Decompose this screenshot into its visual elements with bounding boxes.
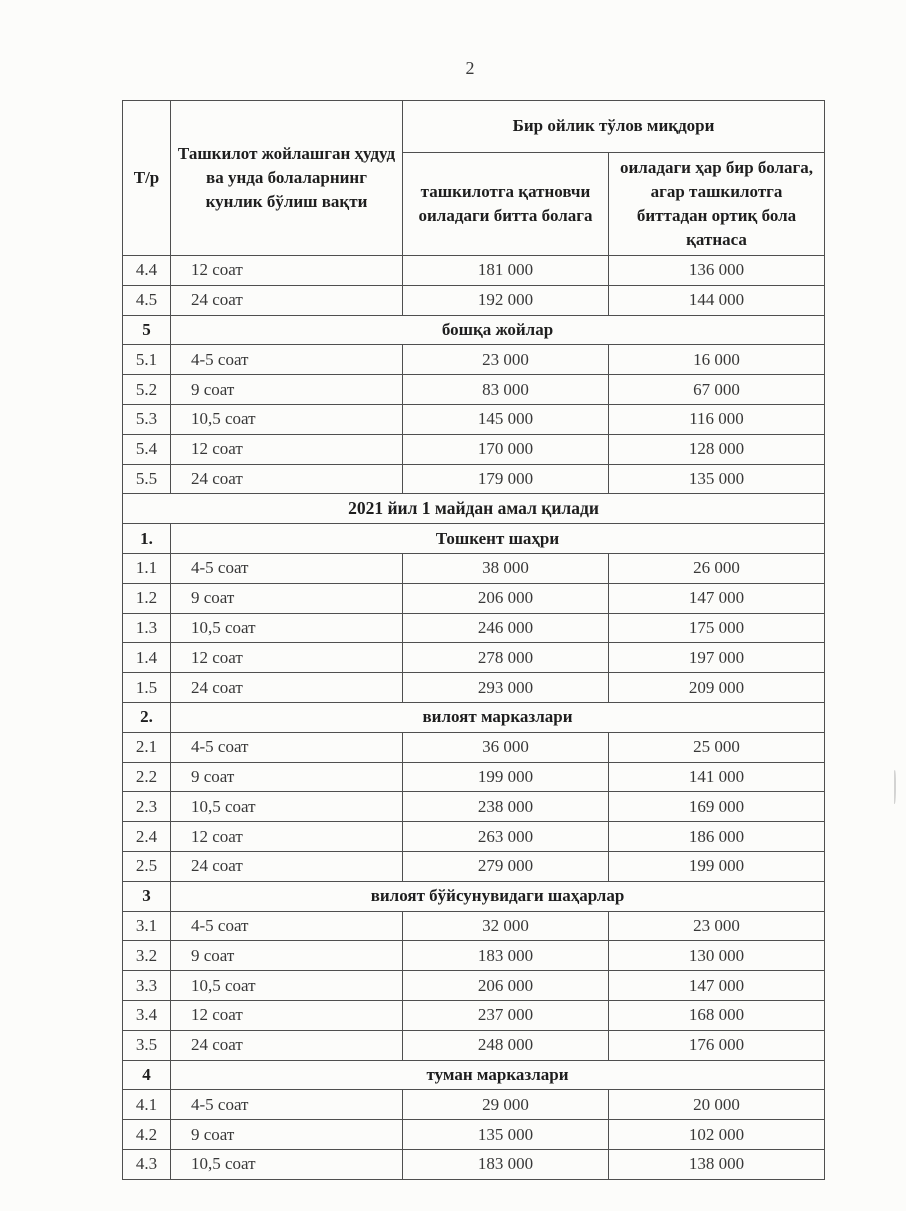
row-number-cell: 5.3 <box>123 404 171 434</box>
payment-multi-cell: 197 000 <box>609 643 825 673</box>
duration-cell: 12 соат <box>171 434 403 464</box>
payment-multi-cell: 176 000 <box>609 1030 825 1060</box>
row-number-cell: 4.1 <box>123 1090 171 1120</box>
row-number-cell: 5.2 <box>123 375 171 405</box>
row-number-cell: 5.1 <box>123 345 171 375</box>
section-label-cell: вилоят марказлари <box>171 702 825 732</box>
header-col-number: Т/р <box>123 101 171 256</box>
section-label-cell: Тошкент шаҳри <box>171 524 825 554</box>
duration-cell: 24 соат <box>171 464 403 494</box>
payment-single-cell: 170 000 <box>403 434 609 464</box>
duration-cell: 10,5 соат <box>171 613 403 643</box>
duration-cell: 24 соат <box>171 285 403 315</box>
duration-cell: 12 соат <box>171 822 403 852</box>
payment-multi-cell: 175 000 <box>609 613 825 643</box>
section-row <box>123 524 825 554</box>
payment-single-cell: 192 000 <box>403 285 609 315</box>
effective-date-cell: 2021 йил 1 майдан амал қилади <box>123 494 825 524</box>
table-row <box>123 583 825 613</box>
duration-cell: 4-5 соат <box>171 1090 403 1120</box>
section-number-cell: 3 <box>123 881 171 911</box>
duration-cell: 24 соат <box>171 673 403 703</box>
scan-artifact <box>893 770 896 804</box>
payment-multi-cell: 186 000 <box>609 822 825 852</box>
table-row <box>123 256 825 286</box>
header-payment-group: Бир ойлик тўлов миқдори <box>403 101 825 153</box>
row-number-cell: 1.4 <box>123 643 171 673</box>
tariff-table <box>122 100 825 1180</box>
duration-cell: 9 соат <box>171 583 403 613</box>
table-row <box>123 732 825 762</box>
table-row <box>123 971 825 1001</box>
duration-cell: 10,5 соат <box>171 404 403 434</box>
payment-single-cell: 278 000 <box>403 643 609 673</box>
payment-multi-cell: 147 000 <box>609 583 825 613</box>
duration-cell: 10,5 соат <box>171 1149 403 1179</box>
row-number-cell: 1.3 <box>123 613 171 643</box>
payment-multi-cell: 116 000 <box>609 404 825 434</box>
table-header <box>123 101 825 256</box>
payment-multi-cell: 130 000 <box>609 941 825 971</box>
payment-multi-cell: 169 000 <box>609 792 825 822</box>
table-row <box>123 911 825 941</box>
duration-cell: 12 соат <box>171 256 403 286</box>
duration-cell: 4-5 соат <box>171 911 403 941</box>
row-number-cell: 2.1 <box>123 732 171 762</box>
payment-multi-cell: 147 000 <box>609 971 825 1001</box>
section-label-cell: вилоят бўйсунувидаги шаҳарлар <box>171 881 825 911</box>
payment-multi-cell: 25 000 <box>609 732 825 762</box>
payment-multi-cell: 23 000 <box>609 911 825 941</box>
duration-cell: 4-5 соат <box>171 345 403 375</box>
payment-single-cell: 32 000 <box>403 911 609 941</box>
payment-single-cell: 145 000 <box>403 404 609 434</box>
row-number-cell: 1.1 <box>123 553 171 583</box>
section-number-cell: 4 <box>123 1060 171 1090</box>
duration-cell: 12 соат <box>171 1000 403 1030</box>
payment-single-cell: 179 000 <box>403 464 609 494</box>
row-number-cell: 3.2 <box>123 941 171 971</box>
section-number-cell: 2. <box>123 702 171 732</box>
payment-multi-cell: 135 000 <box>609 464 825 494</box>
section-number-cell: 5 <box>123 315 171 345</box>
payment-multi-cell: 26 000 <box>609 553 825 583</box>
payment-single-cell: 199 000 <box>403 762 609 792</box>
table-row <box>123 643 825 673</box>
payment-single-cell: 183 000 <box>403 1149 609 1179</box>
duration-cell: 9 соат <box>171 375 403 405</box>
table-row <box>123 792 825 822</box>
payment-single-cell: 38 000 <box>403 553 609 583</box>
table-row <box>123 1120 825 1150</box>
table-row <box>123 345 825 375</box>
row-number-cell: 2.5 <box>123 851 171 881</box>
table-row <box>123 762 825 792</box>
duration-cell: 24 соат <box>171 1030 403 1060</box>
row-number-cell: 3.5 <box>123 1030 171 1060</box>
section-label-cell: бошқа жойлар <box>171 315 825 345</box>
table-row <box>123 464 825 494</box>
row-number-cell: 4.5 <box>123 285 171 315</box>
table-row <box>123 613 825 643</box>
payment-single-cell: 23 000 <box>403 345 609 375</box>
payment-single-cell: 83 000 <box>403 375 609 405</box>
duration-cell: 9 соат <box>171 1120 403 1150</box>
row-number-cell: 1.5 <box>123 673 171 703</box>
row-number-cell: 2.4 <box>123 822 171 852</box>
duration-cell: 9 соат <box>171 762 403 792</box>
section-row <box>123 881 825 911</box>
row-number-cell: 4.4 <box>123 256 171 286</box>
payment-multi-cell: 168 000 <box>609 1000 825 1030</box>
duration-cell: 24 соат <box>171 851 403 881</box>
row-number-cell: 5.5 <box>123 464 171 494</box>
row-number-cell: 4.2 <box>123 1120 171 1150</box>
row-number-cell: 3.1 <box>123 911 171 941</box>
table-row <box>123 553 825 583</box>
payment-single-cell: 206 000 <box>403 971 609 1001</box>
header-col-area: Ташкилот жойлашган ҳудуд ва унда болаларнинг кунлик бўлиш вақти <box>171 101 403 256</box>
payment-multi-cell: 136 000 <box>609 256 825 286</box>
table-row <box>123 822 825 852</box>
duration-cell: 10,5 соат <box>171 792 403 822</box>
duration-cell: 9 соат <box>171 941 403 971</box>
section-row <box>123 702 825 732</box>
payment-multi-cell: 199 000 <box>609 851 825 881</box>
table-row <box>123 673 825 703</box>
row-number-cell: 5.4 <box>123 434 171 464</box>
duration-cell: 4-5 соат <box>171 553 403 583</box>
payment-multi-cell: 209 000 <box>609 673 825 703</box>
table-row <box>123 1030 825 1060</box>
table-row <box>123 1000 825 1030</box>
payment-multi-cell: 144 000 <box>609 285 825 315</box>
payment-multi-cell: 141 000 <box>609 762 825 792</box>
row-number-cell: 3.3 <box>123 971 171 1001</box>
payment-single-cell: 279 000 <box>403 851 609 881</box>
section-row <box>123 1060 825 1090</box>
payment-single-cell: 36 000 <box>403 732 609 762</box>
header-col-multiple-children: оиладаги ҳар бир болага, агар ташкилотга биттадан ортиқ бола қатнаса <box>609 153 825 256</box>
payment-multi-cell: 67 000 <box>609 375 825 405</box>
table-body <box>123 256 825 1180</box>
table-row <box>123 434 825 464</box>
payment-single-cell: 206 000 <box>403 583 609 613</box>
table-row <box>123 1090 825 1120</box>
payment-single-cell: 238 000 <box>403 792 609 822</box>
table-row <box>123 851 825 881</box>
row-number-cell: 4.3 <box>123 1149 171 1179</box>
payment-multi-cell: 20 000 <box>609 1090 825 1120</box>
payment-multi-cell: 138 000 <box>609 1149 825 1179</box>
payment-multi-cell: 102 000 <box>609 1120 825 1150</box>
table-row <box>123 375 825 405</box>
payment-single-cell: 248 000 <box>403 1030 609 1060</box>
payment-single-cell: 135 000 <box>403 1120 609 1150</box>
payment-multi-cell: 16 000 <box>609 345 825 375</box>
payment-single-cell: 263 000 <box>403 822 609 852</box>
payment-single-cell: 293 000 <box>403 673 609 703</box>
row-number-cell: 3.4 <box>123 1000 171 1030</box>
table-row <box>123 1149 825 1179</box>
payment-single-cell: 183 000 <box>403 941 609 971</box>
row-number-cell: 2.2 <box>123 762 171 792</box>
payment-single-cell: 29 000 <box>403 1090 609 1120</box>
payment-single-cell: 181 000 <box>403 256 609 286</box>
table-row <box>123 404 825 434</box>
section-row <box>123 315 825 345</box>
payment-single-cell: 237 000 <box>403 1000 609 1030</box>
row-number-cell: 2.3 <box>123 792 171 822</box>
payment-multi-cell: 128 000 <box>609 434 825 464</box>
page-number: 2 <box>465 58 475 78</box>
effective-date-row <box>123 494 825 524</box>
table-row <box>123 941 825 971</box>
duration-cell: 12 соат <box>171 643 403 673</box>
row-number-cell: 1.2 <box>123 583 171 613</box>
section-number-cell: 1. <box>123 524 171 554</box>
table-row <box>123 285 825 315</box>
duration-cell: 10,5 соат <box>171 971 403 1001</box>
duration-cell: 4-5 соат <box>171 732 403 762</box>
payment-single-cell: 246 000 <box>403 613 609 643</box>
header-col-single-child: ташкилотга қатновчи оиладаги битта болага <box>403 153 609 256</box>
section-label-cell: туман марказлари <box>171 1060 825 1090</box>
